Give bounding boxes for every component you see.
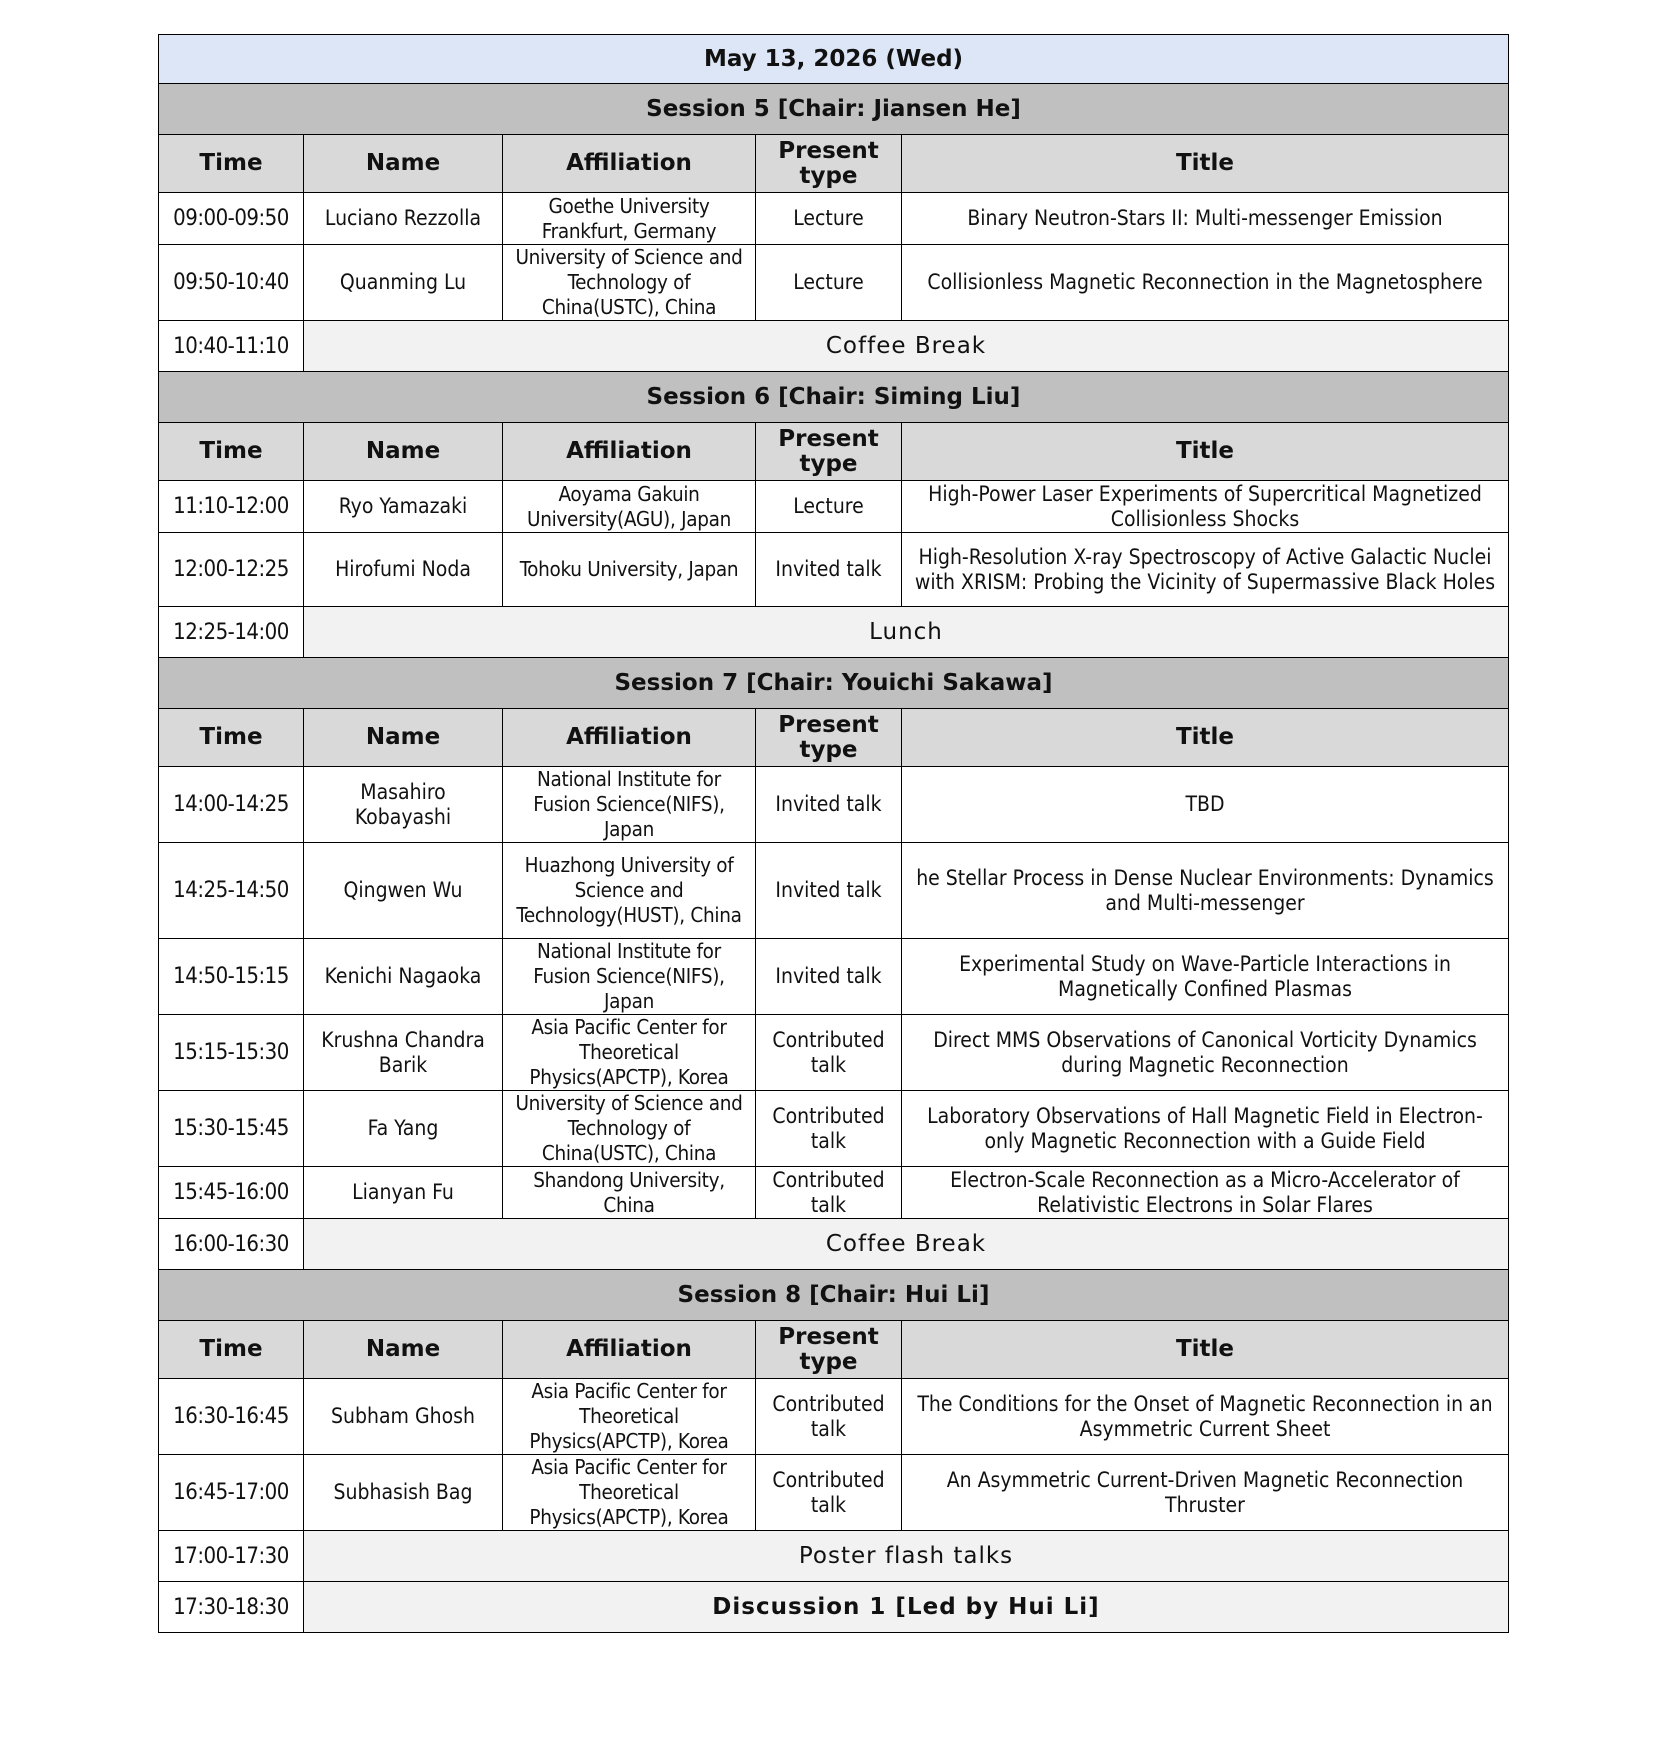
break-row [159, 607, 1509, 658]
speaker-name: Subhasish Bag [304, 1455, 503, 1531]
talk-row [159, 767, 1509, 843]
header-name: Name [304, 709, 503, 767]
break-time: 12:25-14:00 [159, 607, 304, 658]
session-row [159, 372, 1509, 423]
discussion-row [159, 1582, 1509, 1633]
header-present-type-line1: Present [778, 1323, 879, 1350]
speaker-name: Masahiro Kobayashi [304, 767, 503, 843]
talk-title: Laboratory Observations of Hall Magnetic Field in Electron-only Magnetic Reconnection with a Guide Field [902, 1091, 1509, 1167]
present-type: Invited talk [756, 939, 902, 1015]
discussion-label: Discussion 1 [Led by Hui Li] [304, 1582, 1509, 1633]
header-time: Time [159, 135, 304, 193]
header-name: Name [304, 135, 503, 193]
session-row [159, 1270, 1509, 1321]
column-header-row [159, 1321, 1509, 1379]
talk-title: The Conditions for the Onset of Magnetic Reconnection in an Asymmetric Current Sheet [902, 1379, 1509, 1455]
speaker-affiliation: Goethe University Frankfurt, Germany [503, 193, 756, 245]
session-row [159, 84, 1509, 135]
header-time: Time [159, 423, 304, 481]
speaker-name: Qingwen Wu [304, 843, 503, 939]
break-row [159, 321, 1509, 372]
speaker-name: Krushna Chandra Barik [304, 1015, 503, 1091]
talk-title: High-Resolution X-ray Spectroscopy of Active Galactic Nuclei with XRISM: Probing the Vicinity of Supermassive Black Holes [902, 533, 1509, 607]
talk-time: 16:30-16:45 [159, 1379, 304, 1455]
speaker-affiliation: Tohoku University, Japan [503, 533, 756, 607]
speaker-name: Subham Ghosh [304, 1379, 503, 1455]
speaker-affiliation: University of Science and Technology of China(USTC), China [503, 1091, 756, 1167]
schedule-body [159, 35, 1509, 1633]
header-name: Name [304, 423, 503, 481]
header-present-type [756, 709, 902, 767]
talk-title: he Stellar Process in Dense Nuclear Environments: Dynamics and Multi-messenger [902, 843, 1509, 939]
speaker-name: Luciano Rezzolla [304, 193, 503, 245]
date-header: May 13, 2026 (Wed) [159, 35, 1509, 84]
talk-row [159, 843, 1509, 939]
speaker-name: Ryo Yamazaki [304, 481, 503, 533]
talk-row [159, 245, 1509, 321]
header-present-type-line1: Present [778, 137, 879, 164]
date-row [159, 35, 1509, 84]
session-title: Session 8 [Chair: Hui Li] [159, 1270, 1509, 1321]
talk-time: 09:50-10:40 [159, 245, 304, 321]
talk-time: 14:50-15:15 [159, 939, 304, 1015]
talk-title: TBD [902, 767, 1509, 843]
talk-time: 14:25-14:50 [159, 843, 304, 939]
break-time: 17:00-17:30 [159, 1531, 304, 1582]
header-present-type-line1: Present [778, 711, 879, 738]
talk-time: 15:30-15:45 [159, 1091, 304, 1167]
talk-title: Experimental Study on Wave-Particle Interactions in Magnetically Confined Plasmas [902, 939, 1509, 1015]
talk-title: Direct MMS Observations of Canonical Vorticity Dynamics during Magnetic Reconnection [902, 1015, 1509, 1091]
talk-time: 12:00-12:25 [159, 533, 304, 607]
present-type: Contributed talk [756, 1379, 902, 1455]
present-type: Invited talk [756, 843, 902, 939]
talk-time: 11:10-12:00 [159, 481, 304, 533]
speaker-name: Lianyan Fu [304, 1167, 503, 1219]
header-present-type-line2: type [799, 450, 858, 477]
header-present-type [756, 1321, 902, 1379]
talk-row [159, 1455, 1509, 1531]
header-affiliation: Affiliation [503, 709, 756, 767]
talk-time: 14:00-14:25 [159, 767, 304, 843]
talk-row [159, 1167, 1509, 1219]
speaker-name: Fa Yang [304, 1091, 503, 1167]
talk-row [159, 533, 1509, 607]
talk-row [159, 481, 1509, 533]
speaker-affiliation: National Institute for Fusion Science(NIFS), Japan [503, 767, 756, 843]
speaker-affiliation: Aoyama Gakuin University(AGU), Japan [503, 481, 756, 533]
talk-title: Electron-Scale Reconnection as a Micro-Accelerator of Relativistic Electrons in Solar Flares [902, 1167, 1509, 1219]
header-time: Time [159, 709, 304, 767]
header-affiliation: Affiliation [503, 1321, 756, 1379]
header-present-type-line2: type [799, 162, 858, 189]
break-time: 10:40-11:10 [159, 321, 304, 372]
speaker-affiliation: National Institute for Fusion Science(NIFS), Japan [503, 939, 756, 1015]
speaker-affiliation: Asia Pacific Center for Theoretical Physics(APCTP), Korea [503, 1015, 756, 1091]
session-title: Session 7 [Chair: Youichi Sakawa] [159, 658, 1509, 709]
session-row [159, 658, 1509, 709]
speaker-affiliation: Shandong University, China [503, 1167, 756, 1219]
schedule-table [158, 34, 1509, 1633]
header-present-type-line1: Present [778, 425, 879, 452]
talk-row [159, 1015, 1509, 1091]
speaker-affiliation: Huazhong University of Science and Technology(HUST), China [503, 843, 756, 939]
break-time: 16:00-16:30 [159, 1219, 304, 1270]
present-type: Contributed talk [756, 1167, 902, 1219]
column-header-row [159, 709, 1509, 767]
break-row [159, 1219, 1509, 1270]
talk-row [159, 193, 1509, 245]
header-title: Title [902, 709, 1509, 767]
break-label: Coffee Break [304, 321, 1509, 372]
speaker-affiliation: Asia Pacific Center for Theoretical Physics(APCTP), Korea [503, 1379, 756, 1455]
talk-row [159, 1379, 1509, 1455]
talk-row [159, 1091, 1509, 1167]
talk-time: 15:45-16:00 [159, 1167, 304, 1219]
break-label: Lunch [304, 607, 1509, 658]
speaker-name: Quanming Lu [304, 245, 503, 321]
header-title: Title [902, 1321, 1509, 1379]
present-type: Contributed talk [756, 1455, 902, 1531]
break-label: Poster flash talks [304, 1531, 1509, 1582]
session-title: Session 6 [Chair: Siming Liu] [159, 372, 1509, 423]
break-row [159, 1531, 1509, 1582]
speaker-name: Kenichi Nagaoka [304, 939, 503, 1015]
speaker-name: Hirofumi Noda [304, 533, 503, 607]
column-header-row [159, 135, 1509, 193]
talk-time: 15:15-15:30 [159, 1015, 304, 1091]
header-affiliation: Affiliation [503, 135, 756, 193]
speaker-affiliation: Asia Pacific Center for Theoretical Physics(APCTP), Korea [503, 1455, 756, 1531]
speaker-affiliation: University of Science and Technology of China(USTC), China [503, 245, 756, 321]
talk-title: An Asymmetric Current-Driven Magnetic Reconnection Thruster [902, 1455, 1509, 1531]
present-type: Lecture [756, 481, 902, 533]
header-title: Title [902, 423, 1509, 481]
header-title: Title [902, 135, 1509, 193]
break-label: Coffee Break [304, 1219, 1509, 1270]
header-time: Time [159, 1321, 304, 1379]
talk-title: Binary Neutron-Stars II: Multi-messenger Emission [902, 193, 1509, 245]
header-present-type [756, 423, 902, 481]
header-present-type [756, 135, 902, 193]
talk-time: 16:45-17:00 [159, 1455, 304, 1531]
header-present-type-line2: type [799, 736, 858, 763]
talk-title: High-Power Laser Experiments of Supercritical Magnetized Collisionless Shocks [902, 481, 1509, 533]
header-affiliation: Affiliation [503, 423, 756, 481]
present-type: Lecture [756, 193, 902, 245]
column-header-row [159, 423, 1509, 481]
present-type: Lecture [756, 245, 902, 321]
present-type: Invited talk [756, 533, 902, 607]
talk-time: 09:00-09:50 [159, 193, 304, 245]
session-title: Session 5 [Chair: Jiansen He] [159, 84, 1509, 135]
present-type: Invited talk [756, 767, 902, 843]
present-type: Contributed talk [756, 1091, 902, 1167]
talk-title: Collisionless Magnetic Reconnection in the Magnetosphere [902, 245, 1509, 321]
present-type: Contributed talk [756, 1015, 902, 1091]
discussion-time: 17:30-18:30 [159, 1582, 304, 1633]
header-name: Name [304, 1321, 503, 1379]
talk-row [159, 939, 1509, 1015]
header-present-type-line2: type [799, 1348, 858, 1375]
